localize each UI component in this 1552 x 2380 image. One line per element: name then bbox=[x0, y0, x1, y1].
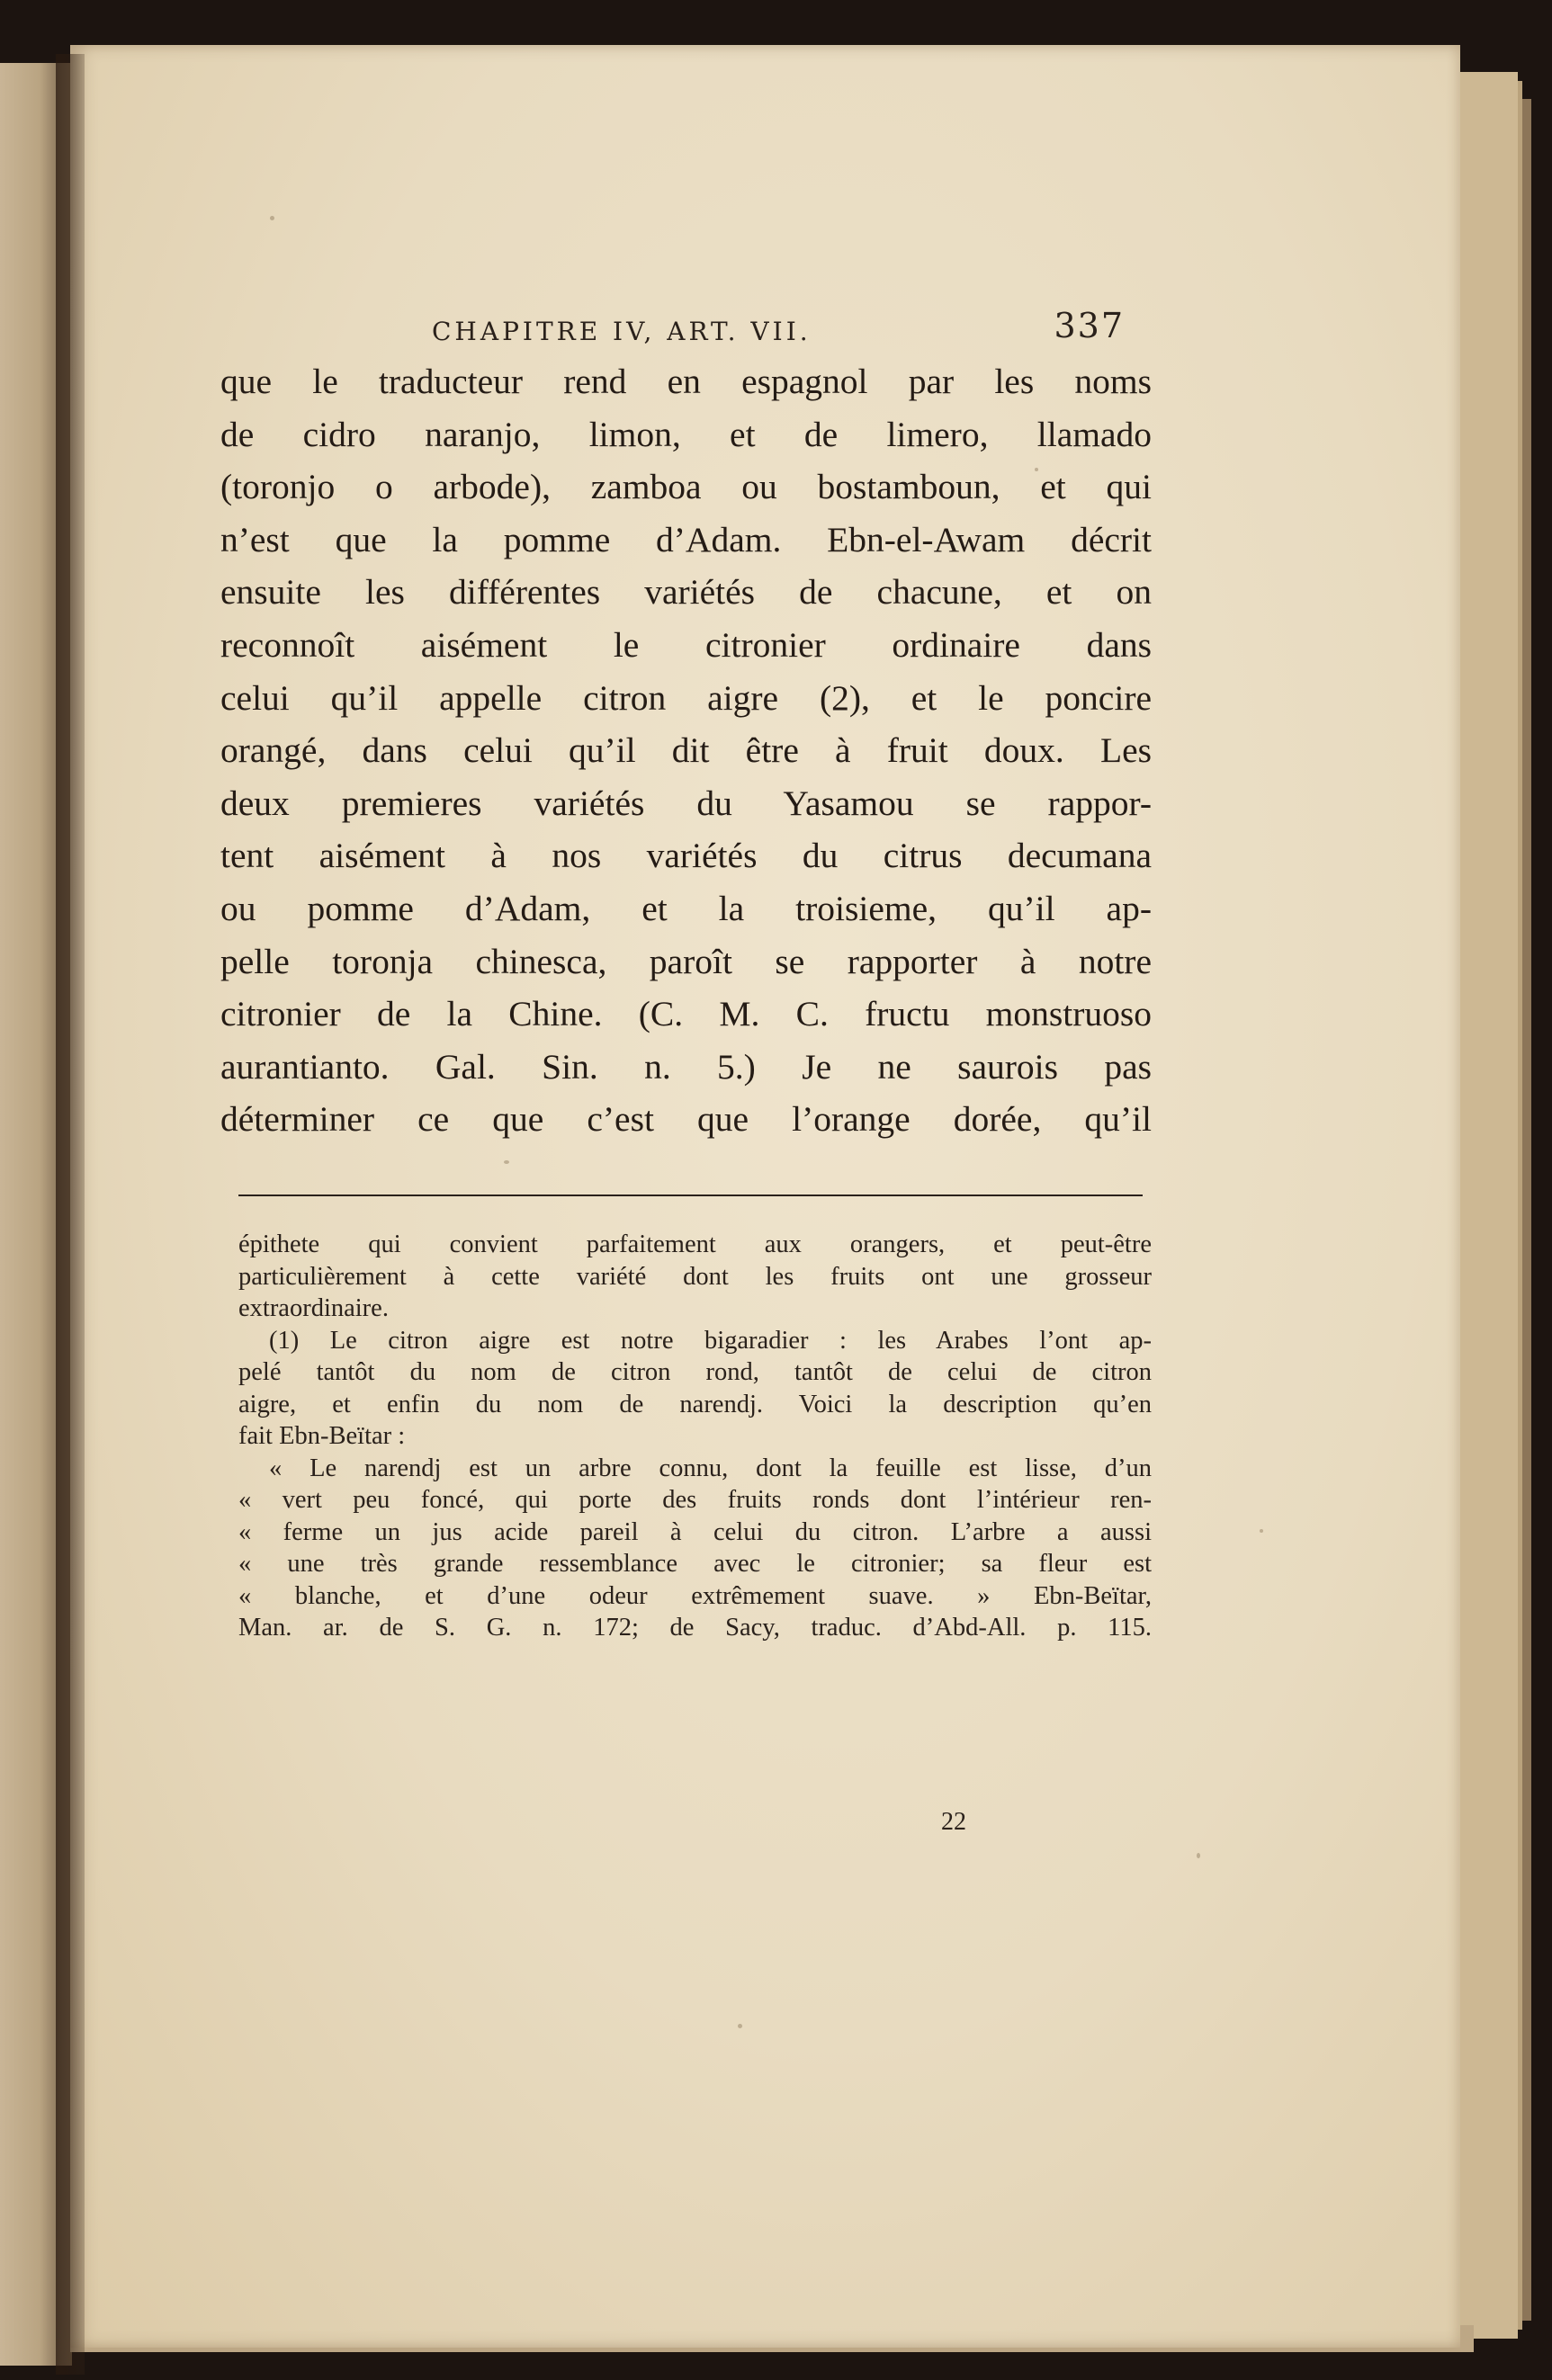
footnote-line: extraordinaire. bbox=[238, 1294, 389, 1322]
chapter-heading: CHAPITRE IV, ART. VII. bbox=[432, 317, 812, 346]
signature-mark: 22 bbox=[941, 1808, 966, 1836]
footnote-line: pelé tantôt du nom de citron rond, tantôt de celui de citron bbox=[238, 1358, 1152, 1386]
text-line: orangé, dans celui qu’il dit être à fruit doux. Les bbox=[220, 730, 1152, 771]
text-line: aurantianto. Gal. Sin. n. 5.) Je ne saurois pas bbox=[220, 1046, 1152, 1087]
footnote-line: « blanche, et d’une odeur extrêmement suave. » Ebn-Beïtar, bbox=[238, 1581, 1152, 1610]
text-line: (toronjo o arbode), zamboa ou bostamboun, et qui bbox=[220, 467, 1152, 507]
footnote-line: « Le narendj est un arbre connu, dont la feuille est lisse, d’un bbox=[269, 1454, 1152, 1482]
page-number: 337 bbox=[1054, 306, 1125, 345]
main-text bbox=[220, 355, 1152, 1146]
running-head bbox=[432, 306, 1170, 360]
gutter-shadow bbox=[56, 54, 85, 2375]
text-line: pelle toronja chinesca, paroît se rapporter à notre bbox=[220, 941, 1152, 981]
text-line: reconnoît aisément le citronier ordinaire dans bbox=[220, 624, 1152, 665]
footnote-line: « ferme un jus acide pareil à celui du citron. L’arbre a aussi bbox=[238, 1517, 1152, 1546]
footnote-line: Man. ar. de S. G. n. 172; de Sacy, traduc. d’Abd-All. p. 115. bbox=[238, 1614, 1152, 1642]
text-line: ensuite les différentes variétés de chacune, et on bbox=[220, 572, 1152, 613]
text-line: que le traducteur rend en espagnol par les noms bbox=[220, 362, 1152, 401]
text-line: deux premieres variétés du Yasamou se rappor- bbox=[220, 783, 1152, 823]
footnote-line: « une très grande ressemblance avec le citronier; sa fleur est bbox=[238, 1550, 1152, 1578]
text-line: n’est que la pomme d’Adam. Ebn-el-Awam décrit bbox=[220, 519, 1152, 559]
text-line: celui qu’il appelle citron aigre (2), et le poncire bbox=[220, 677, 1152, 718]
text-line: ou pomme d’Adam, et la troisieme, qu’il ap- bbox=[220, 888, 1152, 928]
footnote-line: « vert peu foncé, qui porte des fruits ronds dont l’intérieur ren- bbox=[238, 1486, 1152, 1514]
footnote-separator-rule bbox=[238, 1194, 1143, 1196]
footnotes bbox=[238, 1229, 1152, 1644]
footnote-line: épithete qui convient parfaitement aux orangers, et peut-être bbox=[238, 1230, 1152, 1258]
text-line: déterminer ce que c’est que l’orange dorée, qu’il bbox=[220, 1099, 1152, 1140]
text-line: citronier de la Chine. (C. M. C. fructu monstruoso bbox=[220, 994, 1152, 1034]
footnote-line: aigre, et enfin du nom de narendj. Voici la description qu’en bbox=[238, 1390, 1152, 1418]
text-line: tent aisément à nos variétés du citrus decumana bbox=[220, 836, 1152, 876]
footnote-line: particulièrement à cette variété dont les fruits ont une grosseur bbox=[238, 1262, 1152, 1291]
footnote-line: fait Ebn-Beïtar : bbox=[238, 1422, 406, 1450]
footnote-line: (1) Le citron aigre est notre bigaradier : les Arabes l’ont ap- bbox=[269, 1326, 1152, 1355]
text-line: de cidro naranjo, limon, et de limero, llamado bbox=[220, 414, 1152, 454]
